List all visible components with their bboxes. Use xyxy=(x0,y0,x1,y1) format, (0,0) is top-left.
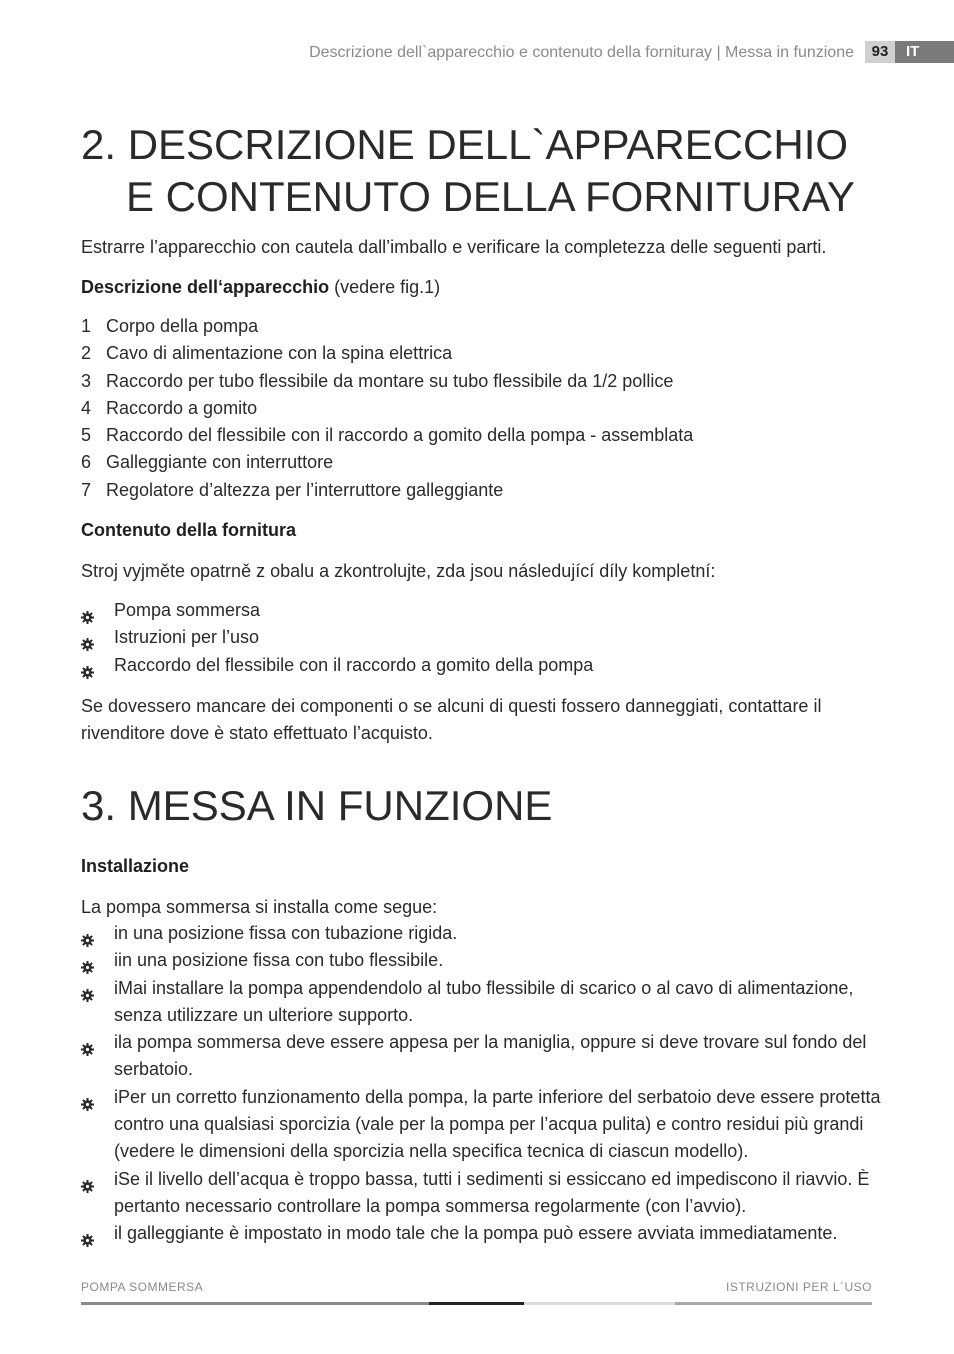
description-heading xyxy=(81,274,881,301)
list-item xyxy=(81,624,881,651)
list-item xyxy=(81,920,881,947)
contents-list xyxy=(81,597,881,679)
list-item xyxy=(81,1084,881,1166)
gear-bullet-icon xyxy=(81,605,94,618)
list-item xyxy=(81,422,881,449)
item-text: Raccordo del flessibile con il raccordo a gomito della pompa - assemblata xyxy=(106,425,694,446)
missing-parts-note: Se dovessero mancare dei componenti o se alcuni di questi fossero danneggiati, contattare il rivenditore dove è stato effettuato l’acquisto. xyxy=(81,696,822,743)
item-text: iin una posizione fissa con tubo flessibile. xyxy=(114,950,444,971)
gear-bullet-icon xyxy=(81,983,94,996)
contents-intro: Stroj vyjměte opatrně z obalu a zkontrolujte, zda jsou následující díly kompletní: xyxy=(81,561,716,581)
footer-document-name: ISTRUZIONI PER L´USO xyxy=(725,1280,872,1294)
installation-heading: Installazione xyxy=(81,856,190,876)
section-2-title xyxy=(81,119,855,223)
footer-bar-segment xyxy=(429,1302,524,1305)
gear-bullet-icon xyxy=(81,1092,94,1105)
installation-list xyxy=(81,920,881,1248)
section-2-title-line2: E CONTENUTO DELLA FORNITURAY xyxy=(126,173,855,220)
item-text: iPer un corretto funzionamento della pompa, la parte inferiore del serbatoio deve essere protetta contro una qualsiasi sporcizia (vale per la pompa per l’acqua pulita) e contro residui più grandi (vedere le dimensioni della sporcizia nella specifica tecnica di ciascun modello). xyxy=(114,1086,881,1162)
item-text: Cavo di alimentazione con la spina elettrica xyxy=(106,343,453,364)
item-text: Raccordo del flessibile con il raccordo a gomito della pompa xyxy=(114,654,594,675)
gear-bullet-icon xyxy=(81,955,94,968)
item-number: 3 xyxy=(81,370,92,391)
item-text: iSe il livello dell’acqua è troppo bassa, tutti i sedimenti si essiccano ed impediscono il riavvio. È pertanto necessario controllare la pompa sommersa regolarmente (con l’avvio). xyxy=(114,1168,870,1216)
item-text: Regolatore d’altezza per l’interruttore galleggiante xyxy=(106,479,504,500)
list-item xyxy=(81,652,881,679)
list-item xyxy=(81,449,881,476)
item-text: Corpo della pompa xyxy=(106,316,259,336)
item-text: ila pompa sommersa deve essere appesa per la maniglia, oppure si deve trovare sul fondo del serbatoio. xyxy=(114,1032,867,1080)
gear-bullet-icon xyxy=(81,1174,94,1187)
list-item xyxy=(81,340,881,367)
list-item xyxy=(81,368,881,395)
item-number: 6 xyxy=(81,452,92,473)
section-2-title-line1: 2. DESCRIZIONE DELL`APPARECCHIO xyxy=(81,121,849,168)
language-tab: IT xyxy=(895,41,954,63)
contents-heading: Contenuto della fornitura xyxy=(81,520,296,540)
item-number: 2 xyxy=(81,343,92,364)
description-figure-ref: (vedere fig.1) xyxy=(329,277,441,297)
gear-bullet-icon xyxy=(81,660,94,673)
item-number: 4 xyxy=(81,397,92,418)
gear-bullet-icon xyxy=(81,928,94,941)
installation-intro: La pompa sommersa si installa come segue: xyxy=(81,897,438,917)
item-number: 7 xyxy=(81,479,92,500)
running-header: Descrizione dell`apparecchio e contenuto della fornituray | Messa in funzione xyxy=(309,44,854,61)
footer-bar-segment xyxy=(524,1302,675,1305)
section-3-title: 3. MESSA IN FUNZIONE xyxy=(81,782,553,829)
item-text: Galleggiante con interruttore xyxy=(106,452,334,473)
list-item xyxy=(81,313,881,340)
item-text: Pompa sommersa xyxy=(114,600,261,620)
item-text: Istruzioni per l’uso xyxy=(114,627,260,648)
list-item xyxy=(81,1220,881,1247)
list-item xyxy=(81,597,881,624)
footer-product-name: POMPA SOMMERSA xyxy=(81,1280,204,1294)
gear-bullet-icon xyxy=(81,632,94,645)
list-item xyxy=(81,947,881,974)
item-text: Raccordo a gomito xyxy=(106,397,258,418)
item-number: 1 xyxy=(81,316,92,336)
item-text: il galleggiante è impostato in modo tale che la pompa può essere avviata immediatamente. xyxy=(114,1223,838,1244)
list-item xyxy=(81,395,881,422)
footer-bar-segment xyxy=(81,1302,429,1305)
section-2-intro: Estrarre l’apparecchio con cautela dall’imballo e verificare la completezza delle seguenti parti. xyxy=(81,237,827,257)
item-number: 5 xyxy=(81,425,92,446)
page-number: 93 xyxy=(865,41,895,63)
gear-bullet-icon xyxy=(81,1228,94,1241)
parts-list xyxy=(81,313,881,504)
gear-bullet-icon xyxy=(81,1037,94,1050)
item-text: Raccordo per tubo flessibile da montare su tubo flessibile da 1/2 pollice xyxy=(106,370,674,391)
list-item xyxy=(81,975,881,1030)
list-item xyxy=(81,1029,881,1084)
list-item xyxy=(81,477,881,504)
item-text: iMai installare la pompa appendendolo al tubo flessibile di scarico o al cavo di alimentazione, senza utilizzare un ulteriore supporto. xyxy=(114,977,854,1025)
list-item xyxy=(81,1166,881,1221)
description-heading-label: Descrizione dell‘apparecchio xyxy=(81,277,330,297)
item-text: in una posizione fissa con tubazione rigida. xyxy=(114,923,458,943)
footer-bar-segment xyxy=(675,1302,872,1305)
